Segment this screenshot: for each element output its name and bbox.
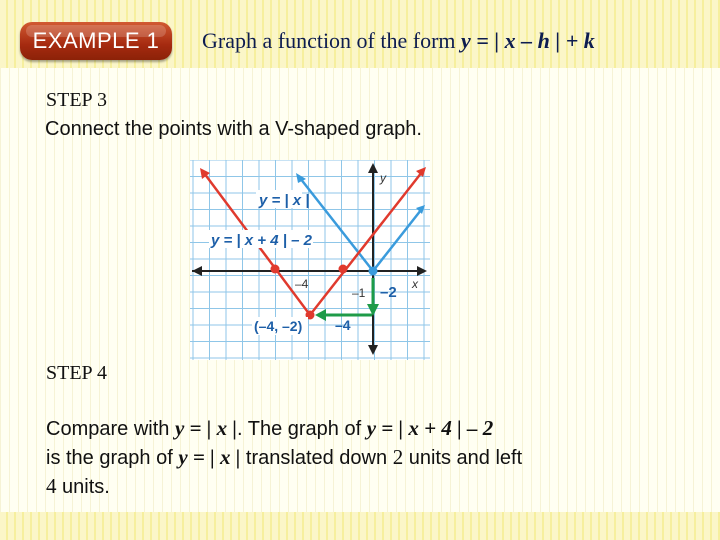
step4-heading: STEP 4 [46,362,107,384]
step4-l2-e: units and left [403,447,523,469]
example-badge-label: EXAMPLE 1 [32,28,160,53]
parent-graph-label: y = | x | [259,192,310,209]
footer-band [0,512,720,540]
title-formula: y = | x – h | + k [461,28,595,53]
step4-l2-d: 2 [392,445,404,469]
step4-line-2 [46,443,522,473]
down-shift-label: –2 [380,284,397,301]
step3-heading: STEP 3 [46,89,107,111]
graph-figure [190,160,430,360]
step4-l1-c: . The graph of [236,418,367,440]
step4-line-1 [46,414,493,444]
step4-l2-a: is the graph of [46,447,179,469]
origin-point [369,267,378,276]
step4-l3-a: 4 [46,474,57,498]
point-right [339,265,348,274]
y-axis-label: y [380,171,386,185]
step4-line-3 [46,472,110,502]
step4-l2-b: y = | x | [178,445,241,469]
step4-l1-d: y = | x + 4 | – 2 [366,416,494,440]
title-prefix: Graph a function of the form [202,28,462,53]
step4-l2-c: translated down [240,447,393,469]
step3-text: Connect the points with a V-shaped graph. [45,118,422,140]
x-tick-label-minus-four: –4 [295,277,309,291]
step4-l1-b: y = | x | [174,416,237,440]
x-axis-label: x [412,277,418,291]
step4-l1-a: Compare with [46,418,175,440]
translated-graph-label: y = | x + 4 | – 2 [211,232,312,249]
page-title [202,28,595,54]
left-shift-label: –4 [335,317,351,333]
vertex-label: (–4, –2) [254,318,303,334]
example-badge [20,22,172,60]
point-left [271,265,280,274]
step4-l3-b: units. [56,476,110,498]
y-tick-label-minus-one: –1 [352,286,366,300]
